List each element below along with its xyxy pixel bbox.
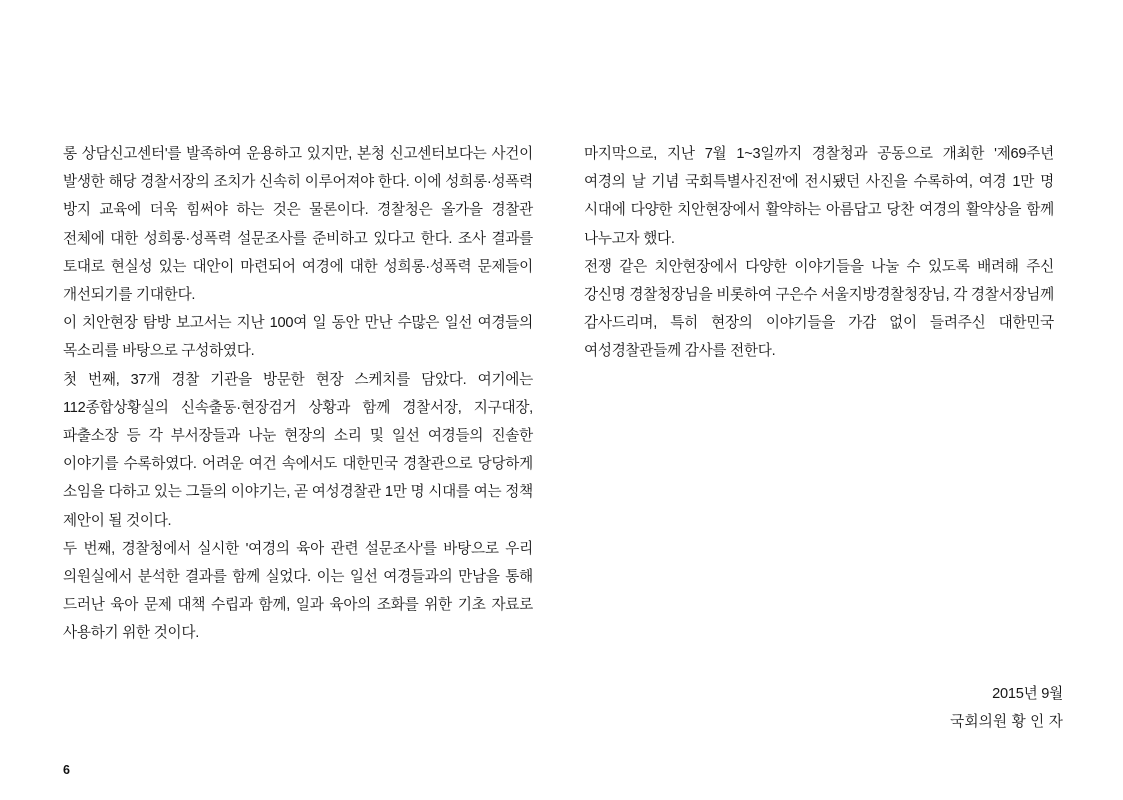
left-column <box>63 140 533 648</box>
signature-block <box>603 680 1063 736</box>
paragraph: 롱 상담신고센터'를 발족하여 운용하고 있지만, 본청 신고센터보다는 사건이 발생한 해당 경찰서장의 조치가 신속히 이루어져야 한다. 이에 성희롱·성폭력 방지 교육에 더욱 힘써야 하는 것은 물론이다. 경찰청은 올가을 경찰관 전체에 대한 성희롱·성폭력 설문조사를 준비하고 있다고 한다. 조사 결과를 토대로 현실성 있는 대안이 마련되어 여경에 대한 성희롱·성폭력 문제들이 개선되기를 기대한다. <box>63 146 533 304</box>
right-column <box>584 140 1054 648</box>
paragraph: 첫 번째, 37개 경찰 기관을 방문한 현장 스케치를 담았다. 여기에는 112종합상황실의 신속출동·현장검거 상황과 함께 경찰서장, 지구대장, 파출소장 등 각 부서장들과 나눈 현장의 소리 및 일선 여경들의 진솔한 이야기를 수록하였다. 어려운 여건 속에서도 대한민국 경찰관으로 당당하게 소임을 다하고 있는 그들의 이야기는, 곧 여성경찰관 1만 명 시대를 여는 정책 제안이 될 것이다. <box>63 371 533 529</box>
paragraph: 전쟁 같은 치안현장에서 다양한 이야기들을 나눌 수 있도록 배려해 주신 강신명 경찰청장님을 비롯하여 구은수 서울지방경찰청장님, 각 경찰서장님께 감사드리며, 특히 현장의 이야기들을 가감 없이 들려주신 대한민국 여성경찰관들께 감사를 전한다. <box>584 258 1054 360</box>
paragraph: 마지막으로, 지난 7월 1~3일까지 경찰청과 공동으로 개최한 '제69주년 여경의 날 기념 국회특별사진전'에 전시됐던 사진을 수록하여, 여경 1만 명 시대에 다양한 치안현장에서 활약하는 아름답고 당찬 여경의 활약상을 함께 나누고자 했다. <box>584 146 1054 247</box>
paragraph: 이 치안현장 탐방 보고서는 지난 100여 일 동안 만난 수많은 일선 여경들의 목소리를 바탕으로 구성하였다. <box>63 315 533 360</box>
signature-author: 국회의원 황 인 자 <box>950 714 1063 731</box>
two-column-body <box>0 140 1123 648</box>
paragraph: 두 번째, 경찰청에서 실시한 '여경의 육아 관련 설문조사'를 바탕으로 우리 의원실에서 분석한 결과를 함께 실었다. 이는 일선 여경들과의 만남을 통해 드러난 육아 문제 대책 수립과 함께, 일과 육아의 조화를 위한 기초 자료로 사용하기 위한 것이다. <box>63 540 533 642</box>
page-number: 6 <box>63 763 70 777</box>
signature-date: 2015년 9월 <box>992 686 1063 702</box>
